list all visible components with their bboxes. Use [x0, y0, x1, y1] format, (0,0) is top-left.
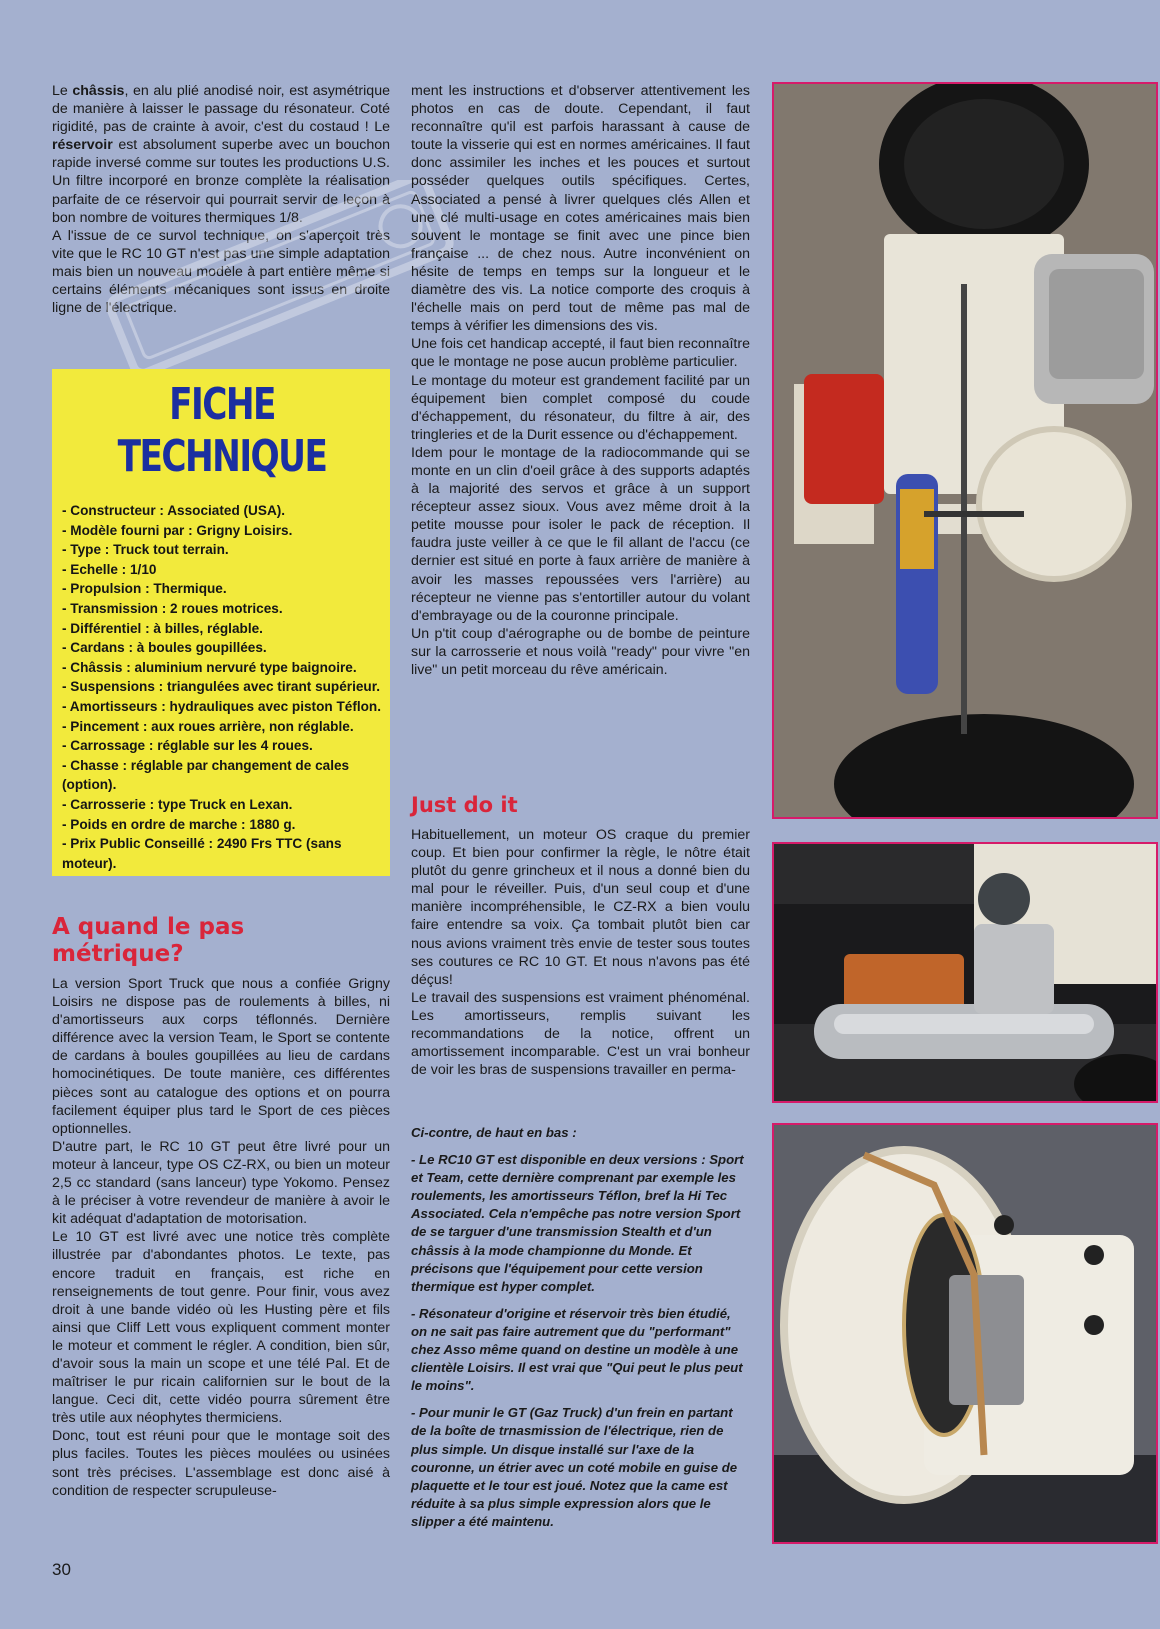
- paragraph: Habituellement, un moteur OS craque du premier coup. Et bien pour confirmer la règle, le nôtre était plutôt du genre grincheux et il nous a donné bien du mal pour le réveiller. Puis, d'un seul coup et d'une manière incompréhensible, le CZ-RX a bien voulu faire entendre sa voix. Ça tombait plutôt bien car nous avions vraiment très envie de tester sous toutes ses coutures ce RC 10 GT. Et nous n'avons pas été déçus!: [411, 827, 750, 988]
- fiche-item: - Différentiel : à billes, réglable.: [62, 620, 263, 636]
- fiche-item: - Châssis : aluminium nervuré type baignoire.: [62, 659, 357, 675]
- fiche-item: - Suspensions : triangulées avec tirant supérieur.: [62, 679, 381, 695]
- column-2-body: [411, 82, 750, 679]
- paragraph: Donc, tout est réuni pour que le montage soit des plus faciles. Toutes les pièces moulées ou usinées sont très précises. L'assemblage est donc aisé à condition de respecter scrupuleuse-: [52, 1428, 390, 1499]
- section-heading-just: Just do it: [411, 793, 518, 817]
- paragraph: - Le RC10 GT est disponible en deux versions : Sport et Team, cette dernière comprenant par exemple les roulements, les amortisseurs Téflon, bref la Hi Tec Associated. Cela n'empêche pas notre version Sport de se targuer d'une transmission Stealth et d'un châssis à la mode championne du Monde. Et précisons que l'équipement pour cette version thermique est hyper complet.: [411, 1152, 744, 1294]
- paragraph: [52, 227, 390, 317]
- photo-engine-side: [772, 842, 1158, 1103]
- fiche-item: - Pincement : aux roues arrière, non réglable.: [62, 718, 354, 734]
- keyword: châssis: [72, 83, 125, 99]
- fiche-item: - Carrosserie : type Truck en Lexan.: [62, 796, 293, 812]
- page-number: 30: [52, 1560, 71, 1579]
- paragraph: Le 10 GT est livré avec une notice très complète illustrée par d'abondantes photos. Le texte, pas encore traduit en français, est riche en renseignements de tout genre. Pour finir, vous avez droit à une bande vidéo où les Husting père et fils ainsi que Cliff Lett vous expliquent comment monter le moteur et comment le régler. A condition, bien sûr, d'avoir sous la main un scope et une télé Pal. Et de maîtriser le pur ricain californien sur le bout de la langue. Ceci dit, cette vidéo pourra sûrement être très utile aux néophytes thermiciens.: [52, 1229, 390, 1427]
- photo-brake-disc: [772, 1123, 1158, 1544]
- photo-caption: [411, 1124, 747, 1531]
- paragraph: La version Sport Truck que nous a confiée Grigny Loisirs ne dispose pas de roulements à billes, ni d'amortisseurs aux corps téflonnés. Dernière différence avec la version Team, le Sport se contente de cardans à boules goupillées au lieu de cardans homocinétiques. De toute manière, ces différentes pièces sont au catalogue des options et on pourra facilement équiper plus tard le Sport de ces pièces optionnelles.: [52, 976, 390, 1137]
- fiche-item: - Transmission : 2 roues motrices.: [62, 600, 283, 616]
- photo-chassis-top: [772, 82, 1158, 819]
- fiche-item: - Carrossage : réglable sur les 4 roues.: [62, 738, 313, 754]
- text-run: Le: [52, 83, 73, 99]
- column-2-body-2: [411, 826, 750, 1079]
- paragraph: Un p'tit coup d'aérographe ou de bombe de peinture sur la carrosserie et nous voilà "ready" pour vivre "en live" un petit morceau du rêve américain.: [411, 625, 750, 678]
- fiche-item: - Amortisseurs : hydrauliques avec piston Téflon.: [62, 698, 382, 714]
- fiche-item: - Constructeur : Associated (USA).: [62, 503, 286, 518]
- fiche-item: - Chasse : réglable par changement de cales (option).: [62, 757, 350, 793]
- fiche-technique-box: [52, 369, 390, 876]
- fiche-item: - Poids en ordre de marche : 1880 g.: [62, 816, 296, 832]
- paragraph: Ci-contre, de haut en bas :: [411, 1125, 577, 1140]
- fiche-list: [62, 501, 382, 873]
- paragraph: Idem pour le montage de la radiocommande qui se monte en un clin d'oeil grâce à des supports adaptés à la majorité des servos et grâce à un support récepteur assez sioux. Vous avez même droit à la petite mousse pour isoler le pack de réception. Il faudra juste veiller à ce que le fil allant de l'accu (ce dernier est situé en porte à faux arrière de manière à avoir les masses repoussées vers l'arrière) au récepteur ne vienne pas s'entortiller autour du volant d'embrayage ou de la couronne principale.: [411, 444, 750, 624]
- keyword: réservoir: [52, 137, 113, 154]
- fiche-item: - Modèle fourni par : Grigny Loisirs.: [62, 522, 293, 538]
- paragraph: Une fois cet handicap accepté, il faut bien reconnaître que le montage ne pose aucun problème particulier.: [411, 336, 750, 371]
- fiche-title: FICHE TECHNIQUE: [117, 379, 327, 482]
- text-run: A l'issue de ce survol technique, on s'aperçoit très vite que le RC 10 GT n'est pas une simple adaptation mais bien un nouveau modèle à part entière même si certains éléments mécaniques sont issus en droite ligne de l'électrique.: [52, 227, 390, 317]
- column-1-body: [52, 975, 390, 1500]
- intro-text: [52, 82, 390, 317]
- paragraph: - Résonateur d'origine et réservoir très bien étudié, on ne sait pas faire autrement que du "performant" chez Asso même quand on destine un modèle à une clientèle Loisirs. Il est vrai que "Qui peut le plus peut le moins".: [411, 1305, 743, 1394]
- text-run: , en alu plié anodisé noir, est asymétrique de manière à laisser le passage du résonateur. Coté rigidité, pas de crainte à avoir, c'est du costaud ! Le: [52, 83, 390, 136]
- paragraph: Le travail des suspensions est vraiment phénoménal. Les amortisseurs, remplis suivant les recommandations de la notice, offrent un amortissement incomparable. C'est un vrai bonheur de voir les bras de suspensions travailler en perma-: [411, 989, 750, 1079]
- fiche-item: - Type : Truck tout terrain.: [62, 542, 229, 558]
- text-run: est absolument superbe avec un bouchon rapide inversé comme sur toutes les productions U.S. Un filtre incorporé en bronze complète la réalisation parfaite de ce réservoir qui pourrait servir de leçon à bon nombre de voitures thermiques 1/8.: [52, 137, 390, 226]
- paragraph: [52, 82, 390, 227]
- paragraph: D'autre part, le RC 10 GT peut être livré pour un moteur à lanceur, type OS CZ-RX, ou bien un moteur 2,5 cc standard (sans lanceur) type Yokomo. Pensez à le préciser à votre revendeur de manière à avoir le kit adéquat d'adaptation de motorisation.: [52, 1138, 390, 1228]
- paragraph: ment les instructions et d'observer attentivement les photos en cas de doute. Cependant, il faut reconnaître qu'il est parfois harassant à cause de toute la visserie qui est en normes américaines. Il faut donc assimiler les inches et les pouces et surtout posséder quelques outils spécifiques. Certes, Associated a pensé à livrer quelques clés Allen et une clé multi-usage en cotes américaines mais bien souvent le montage se finit avec une pince bien française ... de chez nous. Autre inconvénient on hésite de temps en temps sur la longueur et le diamètre des vis. La notice comporte des croquis à l'échelle mais on perd tout de même pas mal de temps à vérifier les dimensions des vis.: [411, 83, 750, 335]
- section-heading-quand: A quand le pas métrique?: [52, 914, 245, 967]
- fiche-item: - Echelle : 1/10: [62, 561, 157, 577]
- fiche-item: - Cardans : à boules goupillées.: [62, 640, 267, 656]
- fiche-item: - Prix Public Conseillé : 2490 Frs TTC (sans moteur).: [62, 836, 342, 871]
- paragraph: - Pour munir le GT (Gaz Truck) d'un frein en partant de la boîte de trnasmission de l'électrique, rien de plus simple. Un disque installé sur l'axe de la couronne, un étrier avec un coté mobile en guise de plaquette et le tour est joué. Notez que la came est réduite à sa plus simple expression alors que le slipper a été maintenu.: [411, 1405, 738, 1529]
- paragraph: Le montage du moteur est grandement facilité par un équipement bien complet composé du coude d'échappement, du résonateur, du filtre à air, des tringleries et de la Durit essence ou d'échappement.: [411, 372, 750, 443]
- fiche-item: - Propulsion : Thermique.: [62, 581, 227, 597]
